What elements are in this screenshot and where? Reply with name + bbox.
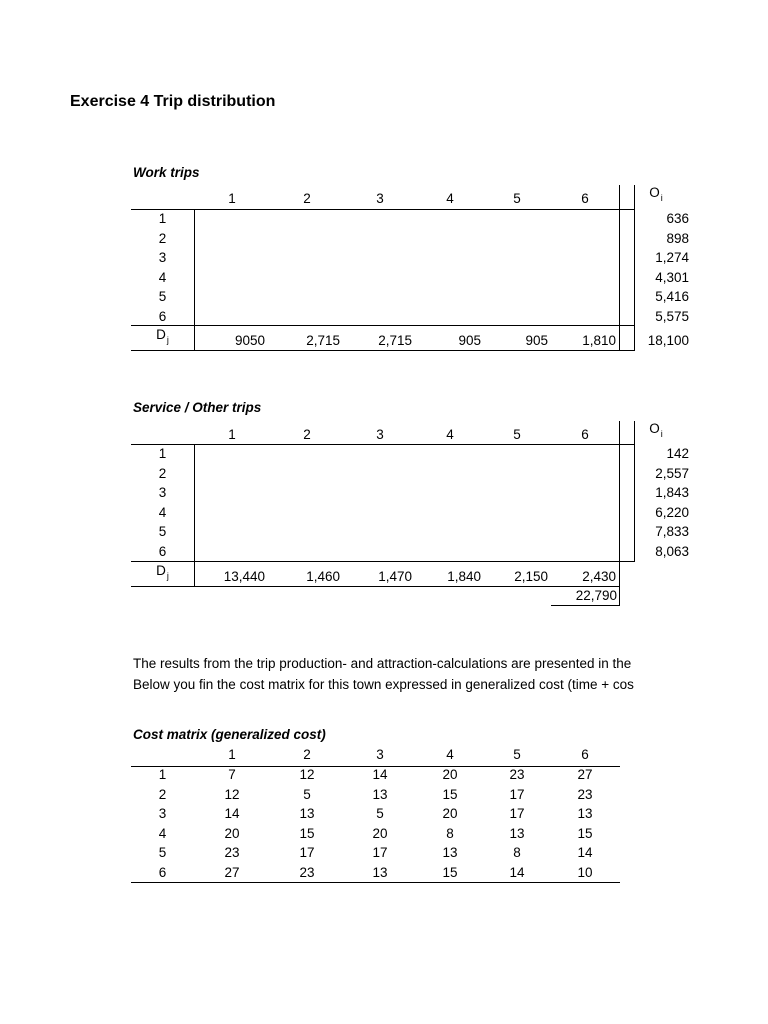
cost-cell-6-6: 10 bbox=[577, 864, 593, 880]
work-dest-5: 905 bbox=[525, 333, 548, 348]
cost-cell-3-6: 13 bbox=[577, 806, 593, 821]
cost-cell-1-4: 20 bbox=[442, 767, 458, 782]
work-row-header-2: 2 bbox=[158, 230, 167, 246]
cost-cell-6-2: 23 bbox=[299, 864, 315, 880]
work-origin-header-main: O bbox=[649, 185, 660, 200]
service-origin-header bbox=[638, 419, 674, 438]
service-row-header-1: 1 bbox=[158, 446, 167, 461]
service-bottom-line bbox=[131, 586, 620, 587]
service-col-header-4: 4 bbox=[446, 427, 454, 442]
service-col-header-3: 3 bbox=[376, 427, 384, 442]
cost-cell-3-2: 13 bbox=[299, 806, 315, 821]
work-dest-1: 9050 bbox=[234, 333, 265, 348]
service-col-header-6: 6 bbox=[581, 427, 589, 442]
service-origin-6: 8,063 bbox=[655, 543, 689, 559]
service-origin-header-main: O bbox=[649, 421, 660, 436]
cost-cell-3-1: 14 bbox=[224, 806, 240, 821]
cost-cell-3-5: 17 bbox=[509, 806, 525, 821]
service-col-header-5: 5 bbox=[513, 427, 521, 442]
cost-cell-2-4: 15 bbox=[442, 786, 458, 802]
cost-cell-4-5: 13 bbox=[509, 825, 525, 841]
service-dest-label-main: D bbox=[156, 563, 166, 578]
service-row-header-2: 2 bbox=[158, 465, 167, 481]
cost-cell-6-5: 14 bbox=[509, 864, 525, 880]
work-dest-label-subscript: j bbox=[166, 335, 169, 345]
intro-line-1: The results from the trip production- and attraction-calculations are presented in the bbox=[133, 656, 632, 671]
cost-row-header-1: 1 bbox=[158, 767, 167, 782]
work-trips-title: Work trips bbox=[133, 165, 200, 180]
cost-cell-4-6: 15 bbox=[577, 825, 593, 841]
work-dest-2: 2,715 bbox=[306, 333, 340, 348]
cost-cell-5-4: 13 bbox=[442, 845, 458, 860]
service-dest-1: 13,440 bbox=[223, 569, 265, 584]
service-left-divider bbox=[194, 444, 195, 586]
service-col-header-2: 2 bbox=[303, 427, 311, 442]
work-origin-3: 1,274 bbox=[655, 250, 689, 265]
work-origin-header-subscript: i bbox=[660, 193, 663, 203]
cost-col-header-5: 5 bbox=[513, 747, 521, 762]
work-dest-6: 1,810 bbox=[582, 333, 616, 348]
work-row-header-5: 5 bbox=[158, 289, 167, 304]
cost-col-header-4: 4 bbox=[446, 747, 454, 762]
work-origin-header bbox=[638, 183, 674, 202]
service-origin-2: 2,557 bbox=[655, 465, 689, 481]
work-col-header-1: 1 bbox=[228, 191, 236, 206]
cost-cell-1-5: 23 bbox=[509, 767, 525, 782]
cost-cell-6-3: 13 bbox=[372, 864, 388, 880]
work-dest-label-main: D bbox=[156, 327, 166, 342]
cost-row-header-4: 4 bbox=[158, 825, 167, 841]
work-total: 18,100 bbox=[647, 333, 689, 348]
cost-row-header-2: 2 bbox=[158, 786, 167, 802]
service-body-bottom-line bbox=[131, 561, 635, 562]
cost-cell-2-6: 23 bbox=[577, 786, 593, 802]
work-col-header-4: 4 bbox=[446, 191, 454, 206]
cost-cell-1-3: 14 bbox=[372, 767, 388, 782]
cost-col-header-1: 1 bbox=[228, 747, 236, 762]
work-col-header-2: 2 bbox=[303, 191, 311, 206]
service-origin-4: 6,220 bbox=[655, 504, 689, 520]
cost-cell-2-1: 12 bbox=[224, 786, 240, 802]
service-dest-label bbox=[131, 561, 194, 580]
work-bottom-line bbox=[131, 350, 635, 351]
cost-cell-5-6: 14 bbox=[577, 845, 593, 860]
service-dest-3: 1,470 bbox=[378, 569, 412, 584]
service-dest-2: 1,460 bbox=[306, 569, 340, 584]
cost-col-header-2: 2 bbox=[303, 747, 311, 762]
work-dest-label bbox=[131, 325, 194, 344]
work-left-divider bbox=[194, 209, 195, 350]
service-row-header-6: 6 bbox=[158, 543, 167, 559]
cost-cell-6-4: 15 bbox=[442, 864, 458, 880]
cost-cell-4-2: 15 bbox=[299, 825, 315, 841]
cost-cell-4-4: 8 bbox=[446, 825, 454, 841]
work-col-header-3: 3 bbox=[376, 191, 384, 206]
cost-cell-4-1: 20 bbox=[224, 825, 240, 841]
work-row-header-6: 6 bbox=[158, 308, 167, 324]
cost-row-header-6: 6 bbox=[158, 864, 167, 880]
work-row-header-3: 3 bbox=[158, 250, 167, 265]
cost-col-header-6: 6 bbox=[581, 747, 589, 762]
cost-cell-2-5: 17 bbox=[509, 786, 525, 802]
service-header-line bbox=[131, 444, 635, 445]
cost-col-header-3: 3 bbox=[376, 747, 384, 762]
service-dest-4: 1,840 bbox=[447, 569, 481, 584]
work-header-line bbox=[131, 209, 635, 210]
cost-cell-1-6: 27 bbox=[577, 767, 593, 782]
cost-bottom-line bbox=[131, 882, 620, 883]
service-col-header-1: 1 bbox=[228, 427, 236, 442]
page-title: Exercise 4 Trip distribution bbox=[70, 93, 276, 110]
work-origin-4: 4,301 bbox=[655, 269, 689, 285]
work-dest-3: 2,715 bbox=[378, 333, 412, 348]
service-dest-5: 2,150 bbox=[514, 569, 548, 584]
work-dest-4: 905 bbox=[458, 333, 481, 348]
cost-cell-1-1: 7 bbox=[228, 767, 236, 782]
work-col-header-5: 5 bbox=[513, 191, 521, 206]
service-row-header-3: 3 bbox=[158, 485, 167, 500]
service-dest-label-subscript: j bbox=[166, 571, 169, 581]
cost-cell-5-2: 17 bbox=[299, 845, 315, 860]
work-origin-5: 5,416 bbox=[655, 289, 689, 304]
cost-cell-3-4: 20 bbox=[442, 806, 458, 821]
cost-cell-6-1: 27 bbox=[224, 864, 240, 880]
work-col-header-6: 6 bbox=[581, 191, 589, 206]
work-origin-6: 5,575 bbox=[655, 308, 689, 324]
cost-row-header-3: 3 bbox=[158, 806, 167, 821]
work-origin-2: 898 bbox=[666, 230, 689, 246]
service-dest-6: 2,430 bbox=[582, 569, 616, 584]
service-origin-5: 7,833 bbox=[655, 524, 689, 539]
cost-matrix-title: Cost matrix (generalized cost) bbox=[133, 727, 326, 742]
cost-cell-1-2: 12 bbox=[299, 767, 315, 782]
work-row-header-1: 1 bbox=[158, 211, 167, 226]
cost-cell-3-3: 5 bbox=[376, 806, 384, 821]
service-row-header-5: 5 bbox=[158, 524, 167, 539]
service-row-header-4: 4 bbox=[158, 504, 167, 520]
service-origin-header-subscript: i bbox=[660, 429, 663, 439]
cost-cell-5-3: 17 bbox=[372, 845, 388, 860]
work-row-header-4: 4 bbox=[158, 269, 167, 285]
cost-cell-4-3: 20 bbox=[372, 825, 388, 841]
service-total: 22,790 bbox=[575, 588, 617, 603]
cost-cell-2-2: 5 bbox=[303, 786, 311, 802]
cost-row-header-5: 5 bbox=[158, 845, 167, 860]
service-origin-1: 142 bbox=[666, 446, 689, 461]
cost-cell-5-5: 8 bbox=[513, 845, 521, 860]
work-body-bottom-line bbox=[131, 325, 635, 326]
cost-cell-2-3: 13 bbox=[372, 786, 388, 802]
intro-line-2: Below you fin the cost matrix for this town expressed in generalized cost (time + cos bbox=[133, 677, 634, 692]
service-trips-title: Service / Other trips bbox=[133, 400, 262, 415]
service-origin-3: 1,843 bbox=[655, 485, 689, 500]
cost-cell-5-1: 23 bbox=[224, 845, 240, 860]
service-total-bottom-line bbox=[551, 605, 620, 606]
work-origin-1: 636 bbox=[666, 211, 689, 226]
